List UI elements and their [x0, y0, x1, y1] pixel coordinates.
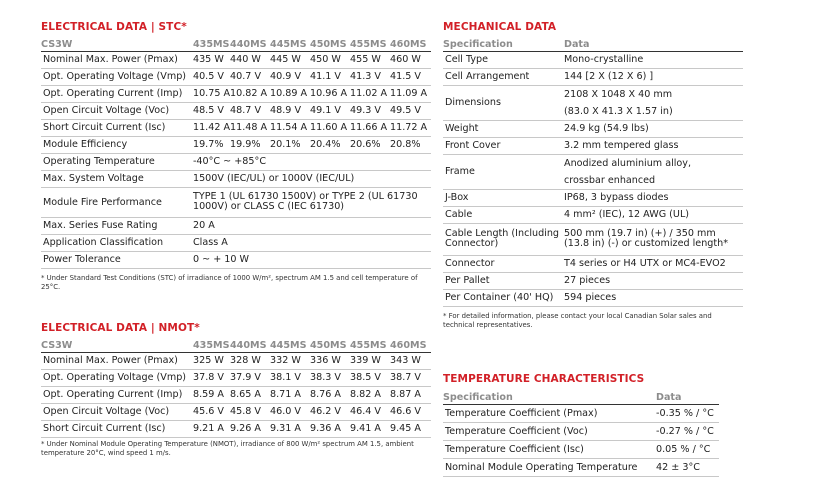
row-label: Application Classification — [41, 234, 193, 251]
cell-value: 40.9 V — [270, 68, 310, 85]
cell-value: 20.6% — [350, 136, 390, 153]
row-label: Temperature Coefficient (Pmax) — [443, 404, 656, 422]
cell-value: 8.65 A — [230, 386, 270, 403]
cell-value: 48.7 V — [230, 102, 270, 119]
row-label: Module Fire Performance — [41, 187, 193, 217]
cell-value: 19.7% — [193, 136, 230, 153]
cell-value: -40°C ~ +85°C — [193, 153, 431, 170]
stc-model-col: 445MS — [270, 38, 310, 51]
cell-value: 0.05 % / °C — [656, 440, 719, 458]
cell-value: 9.21 A — [193, 420, 230, 437]
row-label: Cable — [443, 206, 564, 223]
cell-value: 20.8% — [390, 136, 431, 153]
row-label: Short Circuit Current (Isc) — [41, 420, 193, 437]
cell-value: 48.5 V — [193, 102, 230, 119]
mechanical-row — [443, 206, 743, 223]
nmot-row — [41, 369, 431, 386]
cell-value: 10.89 A — [270, 85, 310, 102]
nmot-model-col: 455MS — [350, 339, 390, 352]
cell-value: 19.9% — [230, 136, 270, 153]
mechanical-header-row — [443, 38, 743, 51]
cell-value: 450 W — [310, 51, 350, 68]
stc-row — [41, 51, 431, 68]
mechanical-row — [443, 120, 743, 137]
cell-value: 37.9 V — [230, 369, 270, 386]
cell-value: 328 W — [230, 352, 270, 369]
cell-value: 0 ~ + 10 W — [193, 251, 431, 268]
row-label: Max. Series Fuse Rating — [41, 217, 193, 234]
nmot-row — [41, 386, 431, 403]
cell-value: 343 W — [390, 352, 431, 369]
temperature-table — [443, 391, 719, 477]
row-label: Connector — [443, 255, 564, 272]
nmot-model-col: 440MS — [230, 339, 270, 352]
stc-model-col: 455MS — [350, 38, 390, 51]
cell-value: 339 W — [350, 352, 390, 369]
cell-value: 40.7 V — [230, 68, 270, 85]
cell-value: 9.36 A — [310, 420, 350, 437]
cell-value: 325 W — [193, 352, 230, 369]
mechanical-footnote: * For detailed information, please contact your local Canadian Solar sales and technical representatives. — [443, 312, 712, 329]
cell-value: 41.5 V — [390, 68, 431, 85]
row-label: Cell Type — [443, 51, 564, 68]
nmot-row — [41, 403, 431, 420]
nmot-row — [41, 352, 431, 369]
row-label: Front Cover — [443, 137, 564, 154]
cell-value: 20.4% — [310, 136, 350, 153]
cell-value: 10.75 A — [193, 85, 230, 102]
cell-value: 11.60 A — [310, 119, 350, 136]
nmot-section-title: ELECTRICAL DATA | NMOT* — [41, 322, 200, 334]
cell-value: 24.9 kg (54.9 lbs) — [564, 120, 743, 137]
temperature-header-row — [443, 391, 719, 404]
stc-spec-row — [41, 217, 431, 234]
row-label: Power Tolerance — [41, 251, 193, 268]
cell-value: 11.66 A — [350, 119, 390, 136]
stc-spec-row — [41, 170, 431, 187]
cell-value: 445 W — [270, 51, 310, 68]
cell-value: 10.96 A — [310, 85, 350, 102]
cell-value: 460 W — [390, 51, 431, 68]
cell-value: 46.4 V — [350, 403, 390, 420]
stc-section-title: ELECTRICAL DATA | STC* — [41, 21, 187, 33]
row-label: Dimensions — [443, 85, 564, 120]
cell-value: 40.5 V — [193, 68, 230, 85]
cell-value: 8.87 A — [390, 386, 431, 403]
row-label: Operating Temperature — [41, 153, 193, 170]
cell-value: 1500V (IEC/UL) or 1000V (IEC/UL) — [193, 170, 431, 187]
cell-value: Anodized aluminium alloy, — [564, 157, 692, 169]
stc-model-col: 440MS — [230, 38, 270, 51]
row-label: Temperature Coefficient (Voc) — [443, 422, 656, 440]
cell-value: 332 W — [270, 352, 310, 369]
cell-value: T4 series or H4 UTX or MC4-EVO2 — [564, 255, 743, 272]
cell-value: 144 [2 X (12 X 6) ] — [564, 68, 743, 85]
cell-value: 38.3 V — [310, 369, 350, 386]
stc-row — [41, 85, 431, 102]
cell-value: 440 W — [230, 51, 270, 68]
stc-model-col: 435MS — [192, 38, 230, 50]
row-label: J-Box — [443, 189, 564, 206]
cell-value: 8.71 A — [270, 386, 310, 403]
mechanical-row — [443, 272, 743, 289]
mechanical-row — [443, 255, 743, 272]
cell-value: 11.09 A — [390, 85, 431, 102]
cell-value: (83.0 X 41.3 X 1.57 in) — [564, 105, 673, 117]
temperature-row — [443, 458, 719, 476]
cell-value: 49.1 V — [310, 102, 350, 119]
cell-value: 11.48 A — [230, 119, 270, 136]
row-label: Nominal Module Operating Temperature — [443, 458, 656, 476]
cell-value: 27 pieces — [564, 272, 743, 289]
row-label: Max. System Voltage — [41, 170, 193, 187]
cell-value: 500 mm (19.7 in) (+) / 350 mm (13.8 in) (-) or customized length* — [564, 223, 743, 255]
row-label: Opt. Operating Current (Imp) — [41, 85, 193, 102]
cell-value: 9.45 A — [390, 420, 431, 437]
mechanical-row — [443, 85, 743, 120]
temperature-row — [443, 422, 719, 440]
cell-value: 49.5 V — [390, 102, 431, 119]
mechanical-section-title: MECHANICAL DATA — [443, 21, 557, 33]
row-label: Nominal Max. Power (Pmax) — [41, 51, 193, 68]
mechanical-row — [443, 137, 743, 154]
cell-value: 46.2 V — [310, 403, 350, 420]
nmot-table — [41, 339, 431, 438]
nmot-footnote: * Under Nominal Module Operating Temperature (NMOT), irradiance of 800 W/m² spectrum AM 1.5, ambient temperature 20°C, wind speed 1 m/s. — [41, 440, 414, 457]
cell-value: 42 ± 3°C — [656, 458, 719, 476]
cell-value: 10.82 A — [230, 85, 270, 102]
cell-value: crossbar enhanced — [564, 174, 656, 186]
cell-value: 8.76 A — [310, 386, 350, 403]
cell-value: 48.9 V — [270, 102, 310, 119]
stc-spec-row — [41, 234, 431, 251]
mechanical-row — [443, 51, 743, 68]
cell-value: TYPE 1 (UL 61730 1500V) or TYPE 2 (UL 61730 1000V) or CLASS C (IEC 61730) — [193, 187, 431, 217]
row-label: Cell Arrangement — [443, 68, 564, 85]
cell-value: 455 W — [350, 51, 390, 68]
cell-value: 11.42 A — [193, 119, 230, 136]
cell-value: 9.31 A — [270, 420, 310, 437]
temperature-row — [443, 404, 719, 422]
cell-value: 4 mm² (IEC), 12 AWG (UL) — [564, 206, 743, 223]
row-label: Frame — [443, 154, 564, 189]
stc-model-col: 450MS — [310, 38, 350, 51]
row-label: Nominal Max. Power (Pmax) — [41, 352, 193, 369]
cell-value: IP68, 3 bypass diodes — [564, 189, 743, 206]
stc-spec-row — [41, 153, 431, 170]
row-label: Cable Length (Including Connector) — [443, 223, 564, 255]
row-label: Temperature Coefficient (Isc) — [443, 440, 656, 458]
cell-value: 2108 X 1048 X 40 mm — [564, 88, 673, 100]
nmot-model-col: 450MS — [310, 339, 350, 352]
cell-value: Mono-crystalline — [564, 51, 743, 68]
mechanical-row — [443, 289, 743, 306]
mechanical-row — [443, 68, 743, 85]
cell-value: 38.5 V — [350, 369, 390, 386]
mechanical-row — [443, 189, 743, 206]
cell-value: 594 pieces — [564, 289, 743, 306]
mechanical-row — [443, 223, 743, 255]
stc-footnote: * Under Standard Test Conditions (STC) of irradiance of 1000 W/m², spectrum AM 1.5 and cell temperature of 25°C. — [41, 274, 418, 291]
row-label: Opt. Operating Voltage (Vmp) — [41, 369, 193, 386]
stc-row — [41, 68, 431, 85]
stc-spec-row — [41, 187, 431, 217]
stc-row — [41, 119, 431, 136]
cell-value: 8.82 A — [350, 386, 390, 403]
col-spec-header: Specification — [443, 38, 564, 51]
cell-value: 37.8 V — [193, 369, 230, 386]
nmot-model-label: CS3W — [41, 339, 193, 352]
nmot-model-col: 445MS — [270, 339, 310, 352]
cell-value: -0.27 % / °C — [656, 422, 719, 440]
cell-value: 11.72 A — [390, 119, 431, 136]
stc-row — [41, 102, 431, 119]
mechanical-table — [443, 38, 743, 307]
cell-value: 8.59 A — [193, 386, 230, 403]
nmot-model-col: 435MS — [193, 339, 230, 351]
cell-value: 41.1 V — [310, 68, 350, 85]
stc-header-row — [41, 38, 431, 51]
col-spec-header: Specification — [443, 391, 656, 404]
cell-value: 20.1% — [270, 136, 310, 153]
cell-value: 11.54 A — [270, 119, 310, 136]
cell-value: 435 W — [193, 51, 230, 68]
row-label: Short Circuit Current (Isc) — [41, 119, 193, 136]
cell-value: 20 A — [193, 217, 431, 234]
cell-value: 38.7 V — [390, 369, 431, 386]
row-label: Opt. Operating Current (Imp) — [41, 386, 193, 403]
cell-value: 41.3 V — [350, 68, 390, 85]
stc-model-col: 460MS — [390, 38, 431, 51]
nmot-model-col: 460MS — [390, 339, 431, 352]
row-label: Open Circuit Voltage (Voc) — [41, 102, 193, 119]
cell-value: 9.26 A — [230, 420, 270, 437]
cell-value: 336 W — [310, 352, 350, 369]
row-label: Per Container (40' HQ) — [443, 289, 564, 306]
cell-value: 9.41 A — [350, 420, 390, 437]
cell-value: 3.2 mm tempered glass — [564, 137, 743, 154]
cell-value: 45.8 V — [230, 403, 270, 420]
cell-value: 11.02 A — [350, 85, 390, 102]
row-label: Open Circuit Voltage (Voc) — [41, 403, 193, 420]
cell-value: 49.3 V — [350, 102, 390, 119]
col-data-header: Data — [656, 391, 719, 404]
cell-value: Class A — [193, 234, 431, 251]
stc-model-label: CS3W — [41, 38, 193, 51]
cell-value: 38.1 V — [270, 369, 310, 386]
temperature-row — [443, 440, 719, 458]
mechanical-row — [443, 154, 743, 189]
col-data-header: Data — [564, 38, 743, 51]
temperature-section-title: TEMPERATURE CHARACTERISTICS — [443, 373, 645, 385]
row-label: Weight — [443, 120, 564, 137]
cell-value: 45.6 V — [193, 403, 230, 420]
nmot-row — [41, 420, 431, 437]
row-label: Opt. Operating Voltage (Vmp) — [41, 68, 193, 85]
stc-table — [41, 38, 431, 269]
row-label: Per Pallet — [443, 272, 564, 289]
cell-value: -0.35 % / °C — [656, 404, 719, 422]
row-label: Module Efficiency — [41, 136, 193, 153]
nmot-header-row — [41, 339, 431, 352]
stc-spec-row — [41, 251, 431, 268]
cell-value: 46.6 V — [390, 403, 431, 420]
cell-value: 46.0 V — [270, 403, 310, 420]
stc-row — [41, 136, 431, 153]
